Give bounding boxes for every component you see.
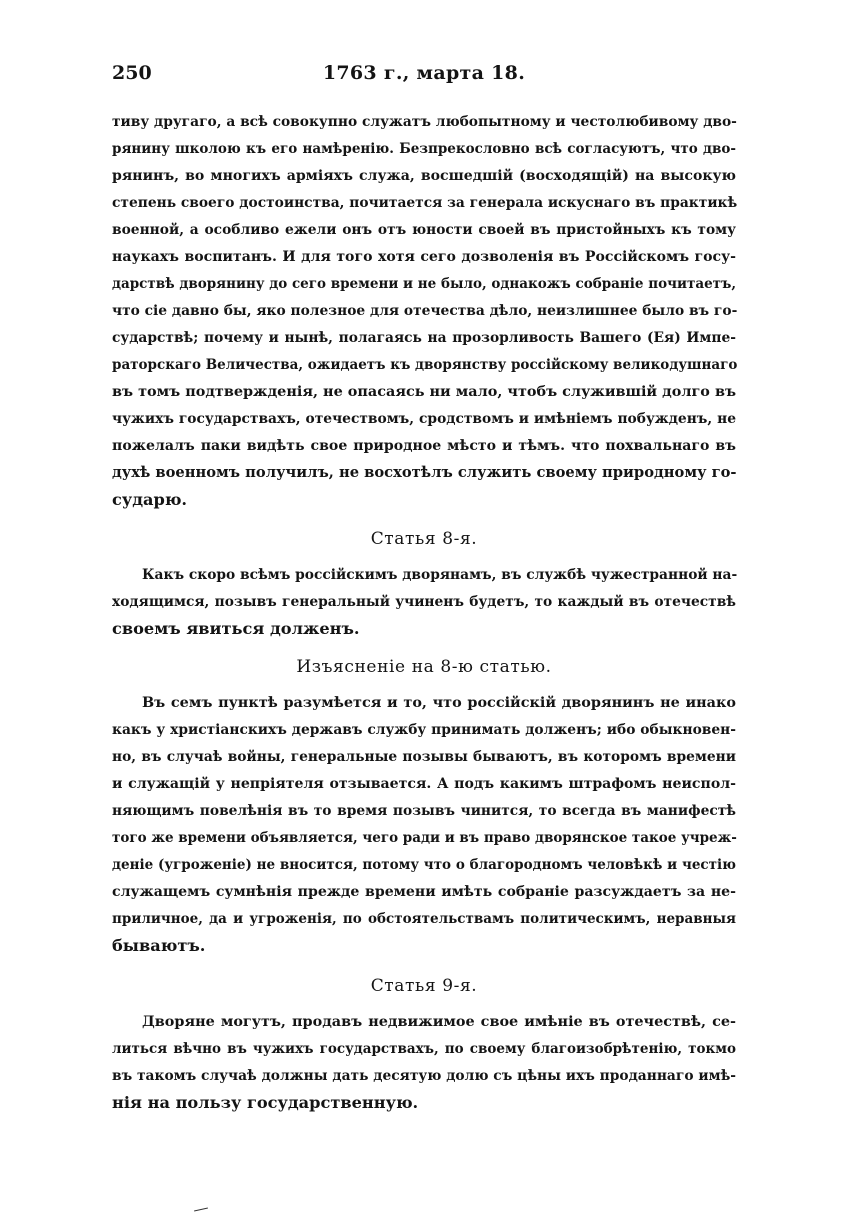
running-head: 1763 г., марта 18. (322, 62, 526, 84)
text-line: сударю. (112, 490, 188, 509)
text-line: раторскаго Величества, ожидаетъ къ дворянству россійскому великодушнаго (112, 357, 738, 373)
text-line: служащемъ сумнѣнія прежде времени имѣть собраніе разсуждаетъ за не- (112, 884, 736, 900)
text-line: духѣ военномъ получилъ, не восхотѣлъ служить своему природному го- (112, 464, 737, 481)
text-line: своемъ явиться долженъ. (112, 619, 360, 638)
text-line: того же времени объявляется, чего ради и въ право дворянское такое учреж- (112, 830, 737, 846)
text-line: рянинъ, во многихъ арміяхъ служа, восшедшій (восходящій) на высокую (112, 168, 736, 184)
section-heading: Изъясненіе на 8-ю статью. (296, 657, 552, 677)
text-line: пожелалъ паки видѣть свое природное мѣсто и тѣмъ. что похвальнаго въ (112, 438, 736, 454)
text-line: въ томъ подтвержденія, не опасаясь ни мало, чтобъ служившій долго въ (112, 383, 736, 400)
page-number: 250 (112, 62, 152, 84)
text-line: няющимъ повелѣнія въ то время позывъ чинится, то всегда въ манифестѣ (112, 803, 736, 819)
text-line: Въ семъ пунктѣ разумѣется и то, что россійскій дворянинъ не инако (142, 694, 736, 711)
text-line: приличное, да и угроженія, по обстоятельствамъ политическимъ, неравныя (112, 911, 736, 927)
text-line: тиву другаго, а всѣ совокупно служатъ любопытному и честолюбивому дво- (112, 114, 737, 130)
scan-mark (194, 1208, 208, 1212)
text-line: степень своего достоинства, почитается за генерала искуснаго въ практикѣ (112, 195, 738, 211)
section-heading: Статья 9-я. (370, 976, 478, 996)
text-line: ходящимся, позывъ генеральный учиненъ будетъ, то каждый въ отечествѣ (112, 594, 736, 610)
text-line: нія на пользу государственную. (112, 1093, 419, 1112)
text-line: Какъ скоро всѣмъ россійскимъ дворянамъ, въ службѣ чужестранной на- (142, 567, 738, 583)
text-line: сударствѣ; почему и нынѣ, полагаясь на прозорливость Вашего (Ея) Импе- (112, 330, 736, 346)
text-line: но, въ случаѣ войны, генеральные позывы бываютъ, въ которомъ времени (112, 749, 736, 765)
text-line: и служащій у непріятеля отзывается. А подъ какимъ штрафомъ неиспол- (112, 776, 736, 792)
section-heading: Статья 8-я. (370, 529, 478, 549)
text-line: рянину школою къ его намѣренію. Безпрекословно всѣ согласуютъ, что дво- (112, 141, 736, 157)
text-line: Дворяне могутъ, продавъ недвижимое свое имѣніе въ отечествѣ, се- (142, 1013, 736, 1030)
text-line: бываютъ. (112, 936, 206, 955)
text-line: какъ у христіанскихъ державъ службу принимать долженъ; ибо обыкновен- (112, 722, 736, 738)
text-line: дарствѣ дворянину до сего времени и не было, однакожъ собраніе почитаетъ, (112, 276, 737, 292)
text-line: что сіе давно бы, яко полезное для отечества дѣло, неизлишнее было въ го- (112, 303, 738, 319)
text-line: наукахъ воспитанъ. И для того хотя сего дозволенія въ Россійскомъ госу- (112, 249, 736, 265)
text-line: литься вѣчно въ чужихъ государствахъ, по своему благоизобрѣтенію, токмо (112, 1041, 736, 1057)
page-header (112, 62, 736, 90)
text-line: военной, а особливо ежели онъ отъ юности своей въ пристойныхъ къ тому (112, 222, 736, 238)
text-line: въ такомъ случаѣ должны дать десятую долю съ цѣны ихъ проданнаго имѣ- (112, 1068, 736, 1084)
text-line: деніе (угроженіе) не вносится, потому что о благородномъ человѣкѣ и честію (112, 857, 736, 873)
text-line: чужихъ государствахъ, отечествомъ, сродствомъ и имѣніемъ побужденъ, не (112, 411, 736, 427)
